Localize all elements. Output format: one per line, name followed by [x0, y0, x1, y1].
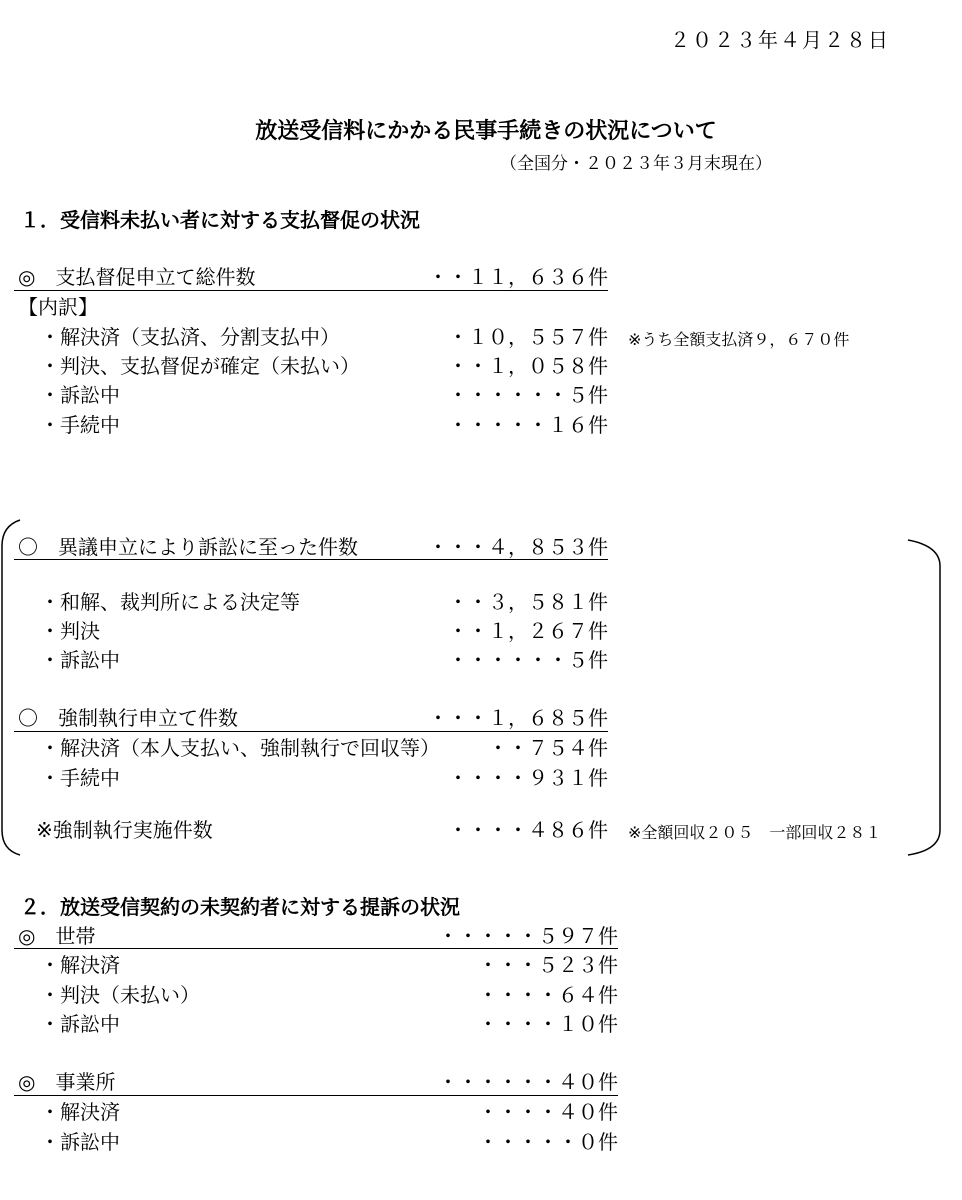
report-title: 放送受信料にかかる民事手続きの状況について	[255, 119, 717, 144]
business-label: ◎ 事業所	[18, 1070, 116, 1094]
business-litigation-value: ・・・・・０件	[478, 1130, 618, 1154]
objection-label: 〇 異議申立により訴訟に至った件数	[18, 535, 358, 559]
in-process-value: ・・・・・１６件	[448, 413, 608, 437]
business-resolved-label: ・解決済	[40, 1100, 120, 1124]
section1-heading: １．受信料未払い者に対する支払督促の状況	[20, 208, 420, 232]
resolved-value: ・１０，５５７件	[448, 325, 608, 349]
household-litigation-value: ・・・・１０件	[478, 1012, 618, 1036]
report-subtitle: （全国分・２０２３年３月末現在）	[500, 154, 772, 174]
petition-total-value: ・・１１，６３６件	[428, 265, 608, 289]
enforcement-value: ・・・１，６８５件	[428, 706, 608, 730]
enforcement-label: 〇 強制執行申立て件数	[18, 706, 238, 730]
litigation-value: ・・・・・・５件	[448, 383, 608, 407]
executed-note: ※全額回収２０５ 一部回収２８１	[628, 823, 882, 842]
executed-value: ・・・・４８６件	[448, 818, 608, 842]
in-process-label: ・手続中	[40, 413, 120, 437]
enforcement-resolved-label: ・解決済（本人支払い、強制執行で回収等）	[40, 736, 440, 760]
settlement-value: ・・３，５８１件	[448, 590, 608, 614]
confirmed-value: ・・１，０５８件	[448, 354, 608, 378]
confirmed-label: ・判決、支払督促が確定（未払い）	[40, 354, 360, 378]
enforcement-underline	[14, 731, 608, 732]
enforcement-process-value: ・・・・９３１件	[448, 766, 608, 790]
business-underline	[14, 1095, 618, 1096]
household-resolved-label: ・解決済	[40, 953, 120, 977]
litigation-label: ・訴訟中	[40, 383, 120, 407]
resolved-label: ・解決済（支払済、分割支払中）	[40, 325, 340, 349]
objection-underline	[14, 559, 608, 560]
household-resolved-value: ・・・５２３件	[478, 953, 618, 977]
business-litigation-label: ・訴訟中	[40, 1130, 120, 1154]
section2-heading: ２．放送受信契約の未契約者に対する提訴の状況	[20, 895, 460, 919]
household-value: ・・・・・５９７件	[438, 924, 618, 948]
settlement-label: ・和解、裁判所による決定等	[40, 590, 300, 614]
business-value: ・・・・・・４０件	[438, 1070, 618, 1094]
objection-litigation-value: ・・・・・・５件	[448, 648, 608, 672]
objection-litigation-label: ・訴訟中	[40, 648, 120, 672]
household-judgment-label: ・判決（未払い）	[40, 983, 200, 1007]
household-label: ◎ 世帯	[18, 924, 96, 948]
household-underline	[14, 948, 618, 949]
petition-total-label: ◎ 支払督促申立て総件数	[18, 265, 256, 289]
enforcement-resolved-value: ・・７５４件	[488, 736, 608, 760]
business-resolved-value: ・・・・４０件	[478, 1100, 618, 1124]
enforcement-process-label: ・手続中	[40, 766, 120, 790]
judgment-label: ・判決	[40, 619, 100, 643]
household-judgment-value: ・・・・６４件	[478, 983, 618, 1007]
household-litigation-label: ・訴訟中	[40, 1012, 120, 1036]
breakdown-label: 【内訳】	[18, 295, 98, 319]
report-date: ２０２３年４月２８日	[670, 28, 890, 52]
judgment-value: ・・１，２６７件	[448, 619, 608, 643]
executed-label: ※強制執行実施件数	[36, 818, 213, 842]
objection-value: ・・・４，８５３件	[428, 535, 608, 559]
resolved-note: ※うち全額支払済９，６７０件	[628, 330, 850, 349]
